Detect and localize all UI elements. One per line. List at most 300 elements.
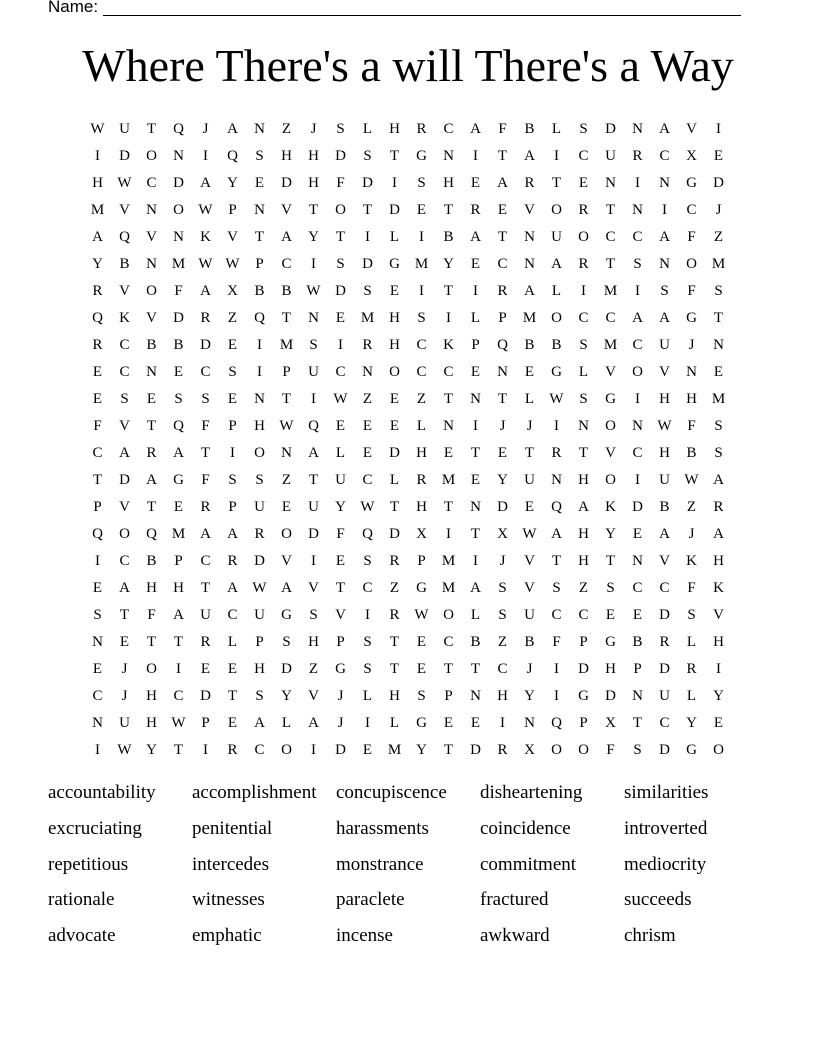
grid-letter[interactable]: A xyxy=(200,526,211,542)
grid-letter[interactable]: N xyxy=(632,553,643,569)
grid-letter[interactable]: S xyxy=(228,364,237,380)
grid-letter[interactable]: A xyxy=(200,283,211,299)
grid-letter[interactable]: J xyxy=(499,553,506,569)
grid-letter[interactable]: G xyxy=(281,607,292,623)
grid-letter[interactable]: U xyxy=(254,499,265,515)
grid-letter[interactable]: R xyxy=(200,310,211,326)
grid-letter[interactable]: Y xyxy=(308,229,319,245)
grid-letter[interactable]: H xyxy=(389,310,400,326)
grid-letter[interactable]: C xyxy=(497,661,508,677)
grid-letter[interactable]: H xyxy=(713,553,724,569)
grid-letter[interactable]: E xyxy=(92,580,103,596)
grid-letter[interactable]: W xyxy=(549,391,564,407)
grid-letter[interactable]: P xyxy=(579,715,588,731)
grid-letter[interactable]: U xyxy=(551,229,562,245)
grid-letter[interactable]: N xyxy=(659,256,670,272)
grid-letter[interactable]: U xyxy=(119,121,130,137)
grid-letter[interactable]: T xyxy=(443,742,454,758)
grid-letter[interactable]: C xyxy=(578,607,589,623)
grid-letter[interactable]: J xyxy=(121,661,128,677)
grid-letter[interactable]: C xyxy=(416,337,427,353)
grid-letter[interactable]: W xyxy=(171,715,186,731)
grid-letter[interactable]: F xyxy=(687,283,696,299)
grid-letter[interactable]: V xyxy=(605,445,616,461)
grid-letter[interactable]: N xyxy=(632,418,643,434)
grid-letter[interactable]: T xyxy=(389,634,400,650)
grid-letter[interactable]: R xyxy=(524,175,535,191)
grid-letter[interactable]: Q xyxy=(173,121,184,137)
grid-letter[interactable]: A xyxy=(551,256,562,272)
grid-letter[interactable]: O xyxy=(146,148,157,164)
grid-letter[interactable]: S xyxy=(336,256,345,272)
grid-letter[interactable]: L xyxy=(335,445,346,461)
grid-letter[interactable]: K xyxy=(605,499,616,515)
grid-letter[interactable]: A xyxy=(173,607,184,623)
grid-letter[interactable]: I xyxy=(95,553,100,569)
grid-letter[interactable]: P xyxy=(282,364,291,380)
grid-letter[interactable]: N xyxy=(173,229,184,245)
grid-letter[interactable]: T xyxy=(335,229,346,245)
grid-letter[interactable]: U xyxy=(335,472,346,488)
grid-letter[interactable]: C xyxy=(200,364,211,380)
grid-letter[interactable]: T xyxy=(551,553,562,569)
grid-letter[interactable]: I xyxy=(338,337,343,353)
grid-letter[interactable]: U xyxy=(659,472,670,488)
grid-letter[interactable]: E xyxy=(92,661,103,677)
grid-letter[interactable]: P xyxy=(498,310,507,326)
grid-letter[interactable]: I xyxy=(554,688,559,704)
grid-letter[interactable]: D xyxy=(497,499,508,515)
grid-letter[interactable]: A xyxy=(524,148,535,164)
grid-letter[interactable]: B xyxy=(470,634,481,650)
grid-letter[interactable]: K xyxy=(713,580,724,596)
grid-letter[interactable]: N xyxy=(362,364,373,380)
grid-letter[interactable]: H xyxy=(686,391,697,407)
grid-letter[interactable]: Q xyxy=(173,418,184,434)
grid-letter[interactable]: N xyxy=(254,121,265,137)
grid-letter[interactable]: V xyxy=(524,553,535,569)
grid-letter[interactable]: W xyxy=(117,175,132,191)
grid-letter[interactable]: H xyxy=(443,175,454,191)
grid-letter[interactable]: R xyxy=(713,499,724,515)
grid-letter[interactable]: E xyxy=(416,634,427,650)
grid-letter[interactable]: Q xyxy=(92,310,103,326)
grid-letter[interactable]: P xyxy=(444,688,453,704)
grid-letter[interactable]: A xyxy=(470,121,481,137)
grid-letter[interactable]: T xyxy=(443,391,454,407)
grid-letter[interactable]: T xyxy=(335,580,346,596)
grid-letter[interactable]: G xyxy=(686,310,697,326)
grid-letter[interactable]: O xyxy=(146,283,157,299)
grid-letter[interactable]: N xyxy=(146,256,157,272)
grid-letter[interactable]: T xyxy=(146,121,157,137)
grid-letter[interactable]: I xyxy=(635,391,640,407)
grid-letter[interactable]: E xyxy=(443,715,454,731)
grid-letter[interactable]: I xyxy=(473,418,478,434)
grid-letter[interactable]: T xyxy=(146,499,157,515)
grid-letter[interactable]: J xyxy=(337,715,344,731)
grid-letter[interactable]: S xyxy=(633,742,642,758)
grid-letter[interactable]: S xyxy=(282,634,291,650)
grid-letter[interactable]: N xyxy=(173,148,184,164)
grid-letter[interactable]: B xyxy=(632,634,643,650)
grid-letter[interactable]: R xyxy=(686,661,697,677)
grid-letter[interactable]: I xyxy=(635,472,640,488)
grid-letter[interactable]: H xyxy=(659,391,670,407)
grid-letter[interactable]: T xyxy=(605,256,616,272)
grid-letter[interactable]: I xyxy=(554,661,559,677)
grid-letter[interactable]: I xyxy=(95,148,100,164)
grid-letter[interactable]: G xyxy=(605,634,616,650)
grid-letter[interactable]: T xyxy=(119,607,130,623)
grid-letter[interactable]: E xyxy=(92,364,103,380)
grid-letter[interactable]: E xyxy=(713,364,724,380)
grid-letter[interactable]: C xyxy=(578,148,589,164)
grid-letter[interactable]: J xyxy=(202,121,209,137)
grid-letter[interactable]: L xyxy=(416,418,427,434)
grid-letter[interactable]: N xyxy=(551,472,562,488)
grid-letter[interactable]: H xyxy=(605,661,616,677)
grid-letter[interactable]: D xyxy=(173,175,184,191)
grid-letter[interactable]: U xyxy=(119,715,130,731)
grid-letter[interactable]: R xyxy=(659,634,670,650)
grid-letter[interactable]: H xyxy=(578,553,589,569)
grid-letter[interactable]: T xyxy=(605,553,616,569)
grid-letter[interactable]: S xyxy=(255,472,264,488)
grid-letter[interactable]: W xyxy=(198,202,213,218)
grid-letter[interactable]: F xyxy=(336,526,345,542)
grid-letter[interactable]: Q xyxy=(254,310,265,326)
grid-letter[interactable]: I xyxy=(635,283,640,299)
grid-letter[interactable]: M xyxy=(171,256,186,272)
grid-letter[interactable]: U xyxy=(308,364,319,380)
grid-letter[interactable]: B xyxy=(173,337,184,353)
grid-letter[interactable]: Q xyxy=(308,418,319,434)
grid-letter[interactable]: C xyxy=(200,553,211,569)
grid-letter[interactable]: O xyxy=(605,418,616,434)
grid-letter[interactable]: W xyxy=(306,283,321,299)
grid-letter[interactable]: X xyxy=(686,148,697,164)
grid-letter[interactable]: C xyxy=(632,337,643,353)
grid-letter[interactable]: G xyxy=(686,175,697,191)
grid-letter[interactable]: O xyxy=(443,607,454,623)
grid-letter[interactable]: E xyxy=(713,715,724,731)
grid-letter[interactable]: D xyxy=(389,526,400,542)
grid-letter[interactable]: O xyxy=(281,526,292,542)
grid-letter[interactable]: E xyxy=(173,364,184,380)
grid-letter[interactable]: D xyxy=(254,553,265,569)
grid-letter[interactable]: N xyxy=(470,391,481,407)
grid-letter[interactable]: D xyxy=(389,445,400,461)
grid-letter[interactable]: T xyxy=(362,202,373,218)
grid-letter[interactable]: E xyxy=(524,499,535,515)
grid-letter[interactable]: L xyxy=(470,607,481,623)
grid-letter[interactable]: S xyxy=(255,148,264,164)
grid-letter[interactable]: T xyxy=(470,661,481,677)
grid-letter[interactable]: T xyxy=(497,148,508,164)
grid-letter[interactable]: B xyxy=(659,499,670,515)
grid-letter[interactable]: Y xyxy=(524,688,535,704)
grid-letter[interactable]: R xyxy=(227,742,238,758)
grid-letter[interactable]: N xyxy=(632,688,643,704)
grid-letter[interactable]: N xyxy=(281,445,292,461)
grid-letter[interactable]: T xyxy=(578,445,589,461)
grid-letter[interactable]: N xyxy=(524,229,535,245)
grid-letter[interactable]: E xyxy=(470,175,481,191)
grid-letter[interactable]: A xyxy=(227,526,238,542)
grid-letter[interactable]: H xyxy=(254,418,265,434)
grid-letter[interactable]: T xyxy=(389,148,400,164)
grid-letter[interactable]: F xyxy=(201,418,210,434)
grid-letter[interactable]: A xyxy=(659,229,670,245)
grid-letter[interactable]: B xyxy=(524,121,535,137)
grid-letter[interactable]: O xyxy=(551,202,562,218)
grid-letter[interactable]: Z xyxy=(281,121,292,137)
grid-letter[interactable]: F xyxy=(93,418,102,434)
grid-letter[interactable]: U xyxy=(659,337,670,353)
grid-letter[interactable]: U xyxy=(524,472,535,488)
grid-letter[interactable]: T xyxy=(470,526,481,542)
grid-letter[interactable]: O xyxy=(119,526,130,542)
grid-letter[interactable]: I xyxy=(473,148,478,164)
grid-letter[interactable]: D xyxy=(335,148,346,164)
grid-letter[interactable]: D xyxy=(119,472,130,488)
grid-letter[interactable]: M xyxy=(603,337,618,353)
grid-letter[interactable]: R xyxy=(92,283,103,299)
grid-letter[interactable]: W xyxy=(198,256,213,272)
grid-letter[interactable]: S xyxy=(714,283,723,299)
grid-letter[interactable]: V xyxy=(659,553,670,569)
grid-letter[interactable]: C xyxy=(443,364,454,380)
grid-letter[interactable]: Q xyxy=(551,499,562,515)
grid-letter[interactable]: T xyxy=(443,202,454,218)
grid-letter[interactable]: D xyxy=(119,148,130,164)
grid-letter[interactable]: T xyxy=(470,445,481,461)
grid-letter[interactable]: O xyxy=(173,202,184,218)
grid-letter[interactable]: I xyxy=(257,337,262,353)
grid-letter[interactable]: T xyxy=(146,634,157,650)
grid-letter[interactable]: V xyxy=(281,553,292,569)
grid-letter[interactable]: A xyxy=(308,715,319,731)
grid-letter[interactable]: T xyxy=(173,742,184,758)
grid-letter[interactable]: E xyxy=(146,391,157,407)
grid-letter[interactable]: F xyxy=(687,580,696,596)
grid-letter[interactable]: I xyxy=(473,553,478,569)
grid-letter[interactable]: N xyxy=(92,715,103,731)
grid-letter[interactable]: L xyxy=(686,634,697,650)
grid-letter[interactable]: R xyxy=(227,553,238,569)
grid-letter[interactable]: H xyxy=(92,175,103,191)
grid-letter[interactable]: U xyxy=(659,688,670,704)
grid-letter[interactable]: W xyxy=(333,391,348,407)
grid-letter[interactable]: O xyxy=(335,202,346,218)
grid-letter[interactable]: N xyxy=(524,715,535,731)
grid-letter[interactable]: S xyxy=(660,283,669,299)
grid-letter[interactable]: B xyxy=(146,337,157,353)
grid-letter[interactable]: S xyxy=(633,256,642,272)
grid-letter[interactable]: W xyxy=(90,121,105,137)
grid-letter[interactable]: S xyxy=(714,445,723,461)
grid-letter[interactable]: A xyxy=(659,526,670,542)
grid-letter[interactable]: S xyxy=(687,607,696,623)
grid-letter[interactable]: C xyxy=(443,121,454,137)
grid-letter[interactable]: B xyxy=(254,283,265,299)
grid-letter[interactable]: R xyxy=(200,499,211,515)
grid-letter[interactable]: J xyxy=(121,688,128,704)
grid-letter[interactable]: N xyxy=(146,202,157,218)
grid-letter[interactable]: C xyxy=(632,445,643,461)
grid-letter[interactable]: P xyxy=(228,202,237,218)
grid-letter[interactable]: M xyxy=(441,472,456,488)
grid-letter[interactable]: F xyxy=(687,229,696,245)
grid-letter[interactable]: S xyxy=(579,391,588,407)
grid-letter[interactable]: K xyxy=(443,337,454,353)
grid-letter[interactable]: D xyxy=(173,310,184,326)
grid-letter[interactable]: S xyxy=(93,607,102,623)
grid-letter[interactable]: D xyxy=(362,256,373,272)
grid-letter[interactable]: I xyxy=(635,175,640,191)
grid-letter[interactable]: S xyxy=(606,580,615,596)
grid-letter[interactable]: N xyxy=(713,337,724,353)
grid-letter[interactable]: E xyxy=(227,715,238,731)
grid-letter[interactable]: M xyxy=(441,553,456,569)
grid-letter[interactable]: C xyxy=(605,310,616,326)
grid-letter[interactable]: A xyxy=(632,310,643,326)
grid-letter[interactable]: S xyxy=(363,634,372,650)
grid-letter[interactable]: T xyxy=(281,391,292,407)
grid-letter[interactable]: S xyxy=(579,121,588,137)
grid-letter[interactable]: X xyxy=(416,526,427,542)
grid-letter[interactable]: N xyxy=(686,364,697,380)
grid-letter[interactable]: B xyxy=(524,634,535,650)
grid-letter[interactable]: Y xyxy=(686,715,697,731)
grid-letter[interactable]: R xyxy=(416,472,427,488)
grid-letter[interactable]: M xyxy=(387,742,402,758)
grid-letter[interactable]: L xyxy=(362,688,373,704)
grid-letter[interactable]: A xyxy=(281,229,292,245)
grid-letter[interactable]: S xyxy=(336,121,345,137)
grid-letter[interactable]: N xyxy=(92,634,103,650)
grid-letter[interactable]: P xyxy=(174,553,183,569)
grid-letter[interactable]: M xyxy=(711,256,726,272)
grid-letter[interactable]: Z xyxy=(578,580,589,596)
grid-letter[interactable]: C xyxy=(254,742,265,758)
grid-letter[interactable]: C xyxy=(578,310,589,326)
grid-letter[interactable]: A xyxy=(227,121,238,137)
grid-letter[interactable]: N xyxy=(254,391,265,407)
grid-letter[interactable]: C xyxy=(362,580,373,596)
grid-letter[interactable]: H xyxy=(173,580,184,596)
grid-letter[interactable]: V xyxy=(605,364,616,380)
grid-letter[interactable]: S xyxy=(309,337,318,353)
grid-letter[interactable]: A xyxy=(659,121,670,137)
grid-letter[interactable]: P xyxy=(93,499,102,515)
grid-letter[interactable]: Y xyxy=(146,742,157,758)
grid-letter[interactable]: I xyxy=(554,418,559,434)
grid-letter[interactable]: C xyxy=(335,364,346,380)
grid-letter[interactable]: S xyxy=(714,418,723,434)
grid-letter[interactable]: I xyxy=(419,229,424,245)
grid-letter[interactable]: V xyxy=(146,229,157,245)
grid-letter[interactable]: E xyxy=(443,445,454,461)
grid-letter[interactable]: G xyxy=(416,148,427,164)
grid-letter[interactable]: N xyxy=(254,202,265,218)
grid-letter[interactable]: A xyxy=(524,283,535,299)
grid-letter[interactable]: H xyxy=(416,499,427,515)
grid-letter[interactable]: B xyxy=(146,553,157,569)
grid-letter[interactable]: E xyxy=(497,445,508,461)
grid-letter[interactable]: R xyxy=(497,742,508,758)
grid-letter[interactable]: J xyxy=(688,526,695,542)
grid-letter[interactable]: S xyxy=(498,607,507,623)
grid-letter[interactable]: W xyxy=(657,418,672,434)
grid-letter[interactable]: J xyxy=(337,688,344,704)
grid-letter[interactable]: R xyxy=(497,283,508,299)
grid-letter[interactable]: C xyxy=(416,364,427,380)
grid-letter[interactable]: B xyxy=(443,229,454,245)
grid-letter[interactable]: S xyxy=(498,580,507,596)
grid-letter[interactable]: W xyxy=(279,418,294,434)
grid-letter[interactable]: F xyxy=(606,742,615,758)
grid-letter[interactable]: D xyxy=(605,688,616,704)
grid-letter[interactable]: D xyxy=(713,175,724,191)
grid-letter[interactable]: H xyxy=(254,661,265,677)
grid-letter[interactable]: P xyxy=(336,634,345,650)
grid-letter[interactable]: S xyxy=(174,391,183,407)
grid-letter[interactable]: M xyxy=(360,310,375,326)
grid-letter[interactable]: E xyxy=(578,175,589,191)
grid-letter[interactable]: M xyxy=(441,580,456,596)
grid-letter[interactable]: G xyxy=(173,472,184,488)
grid-letter[interactable]: N xyxy=(470,499,481,515)
grid-letter[interactable]: C xyxy=(659,715,670,731)
grid-letter[interactable]: I xyxy=(473,283,478,299)
grid-letter[interactable]: L xyxy=(281,715,292,731)
grid-letter[interactable]: O xyxy=(146,661,157,677)
grid-letter[interactable]: T xyxy=(146,418,157,434)
grid-letter[interactable]: O xyxy=(632,364,643,380)
grid-letter[interactable]: N xyxy=(605,175,616,191)
grid-letter[interactable]: C xyxy=(119,364,130,380)
grid-letter[interactable]: Y xyxy=(497,472,508,488)
grid-letter[interactable]: E xyxy=(416,202,427,218)
grid-letter[interactable]: E xyxy=(227,337,238,353)
grid-letter[interactable]: E xyxy=(335,418,346,434)
grid-letter[interactable]: I xyxy=(95,742,100,758)
grid-letter[interactable]: O xyxy=(605,472,616,488)
grid-letter[interactable]: P xyxy=(255,634,264,650)
grid-letter[interactable]: E xyxy=(632,607,643,623)
grid-letter[interactable]: I xyxy=(446,310,451,326)
grid-letter[interactable]: T xyxy=(605,202,616,218)
grid-letter[interactable]: A xyxy=(146,472,157,488)
grid-letter[interactable]: K xyxy=(119,310,130,326)
grid-letter[interactable]: C xyxy=(146,175,157,191)
grid-letter[interactable]: W xyxy=(360,499,375,515)
grid-letter[interactable]: V xyxy=(119,499,130,515)
grid-letter[interactable]: E xyxy=(254,175,265,191)
grid-letter[interactable]: Y xyxy=(443,256,454,272)
grid-letter[interactable]: A xyxy=(119,445,130,461)
grid-letter[interactable]: I xyxy=(419,283,424,299)
grid-letter[interactable]: H xyxy=(497,688,508,704)
grid-letter[interactable]: E xyxy=(119,634,130,650)
grid-letter[interactable]: H xyxy=(146,715,157,731)
grid-letter[interactable]: S xyxy=(201,391,210,407)
grid-letter[interactable]: R xyxy=(200,634,211,650)
grid-letter[interactable]: H xyxy=(713,634,724,650)
grid-letter[interactable]: E xyxy=(362,445,373,461)
